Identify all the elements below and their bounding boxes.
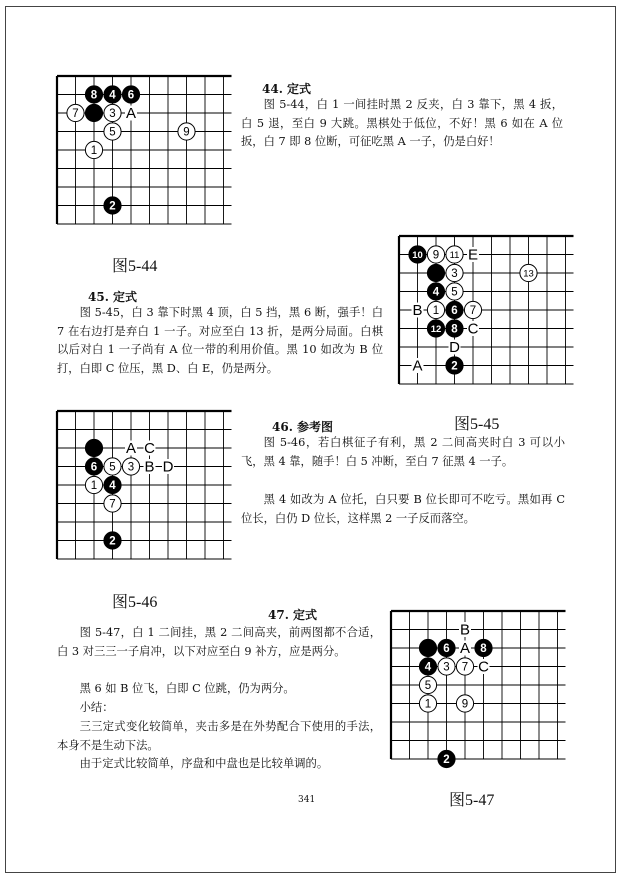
board-letter-mark (125, 105, 137, 122)
black-stone (438, 639, 455, 656)
svg-text:A: A (125, 105, 137, 122)
svg-text:2: 2 (109, 535, 116, 548)
svg-text:8: 8 (480, 643, 487, 656)
white-stone (67, 104, 84, 121)
white-stone (122, 458, 139, 475)
svg-text:E: E (467, 246, 479, 264)
svg-text:3: 3 (127, 461, 135, 474)
board-letter-mark (467, 247, 479, 264)
svg-text:8: 8 (451, 323, 458, 336)
section-paragraph-47-2: 黑 6 如 B 位飞，白即 C 位跳，仍为两分。 (79, 682, 295, 695)
svg-text:C: C (478, 658, 489, 676)
svg-text:9: 9 (183, 126, 190, 139)
white-stone (456, 658, 473, 675)
svg-text:8: 8 (90, 89, 98, 102)
svg-text:5: 5 (451, 286, 458, 299)
black-stone (104, 197, 121, 214)
white-stone (446, 264, 463, 281)
white-stone (178, 123, 195, 140)
white-stone (419, 695, 436, 712)
svg-text:6: 6 (127, 89, 135, 102)
svg-text:1: 1 (432, 305, 440, 318)
black-stone (85, 458, 102, 475)
section-paragraph-47-4: 三三定式变化较简单，夹击多是在外势配合下使用的手法，本身不是生动下法。 (57, 720, 381, 752)
svg-text:6: 6 (443, 643, 450, 656)
black-stone (85, 439, 102, 456)
svg-text:3: 3 (443, 661, 450, 674)
board-letter-mark (412, 302, 424, 319)
section-heading-45: 45. 定式 (88, 290, 138, 304)
white-stone (427, 246, 444, 263)
svg-text:C: C (144, 440, 155, 457)
svg-text:3: 3 (109, 108, 116, 121)
black-stone (122, 86, 139, 103)
svg-text:4: 4 (424, 661, 432, 674)
svg-text:11: 11 (449, 249, 460, 261)
black-stone (409, 246, 426, 263)
svg-text:7: 7 (461, 661, 469, 674)
black-stone (104, 476, 121, 493)
black-stone (104, 532, 121, 549)
black-stone (419, 639, 436, 656)
section-paragraph-47-3: 小结： (79, 701, 114, 714)
svg-text:A: A (412, 357, 423, 375)
section-paragraph-45: 图 5-45，白 3 靠下时黑 4 顶，白 5 挡，黑 6 断，强手！白 7 在右边打是弃白 1 一子。对应至白 13 折，是两分局面。白棋以后对白 1 一子尚有 A 位一带的利用价值。黑 10 如改为 B 位打，白即 C 位压，黑 D、白 E，仍是两分。 (57, 306, 383, 375)
svg-text:4: 4 (432, 286, 440, 299)
section-paragraph-47-1: 图 5-47，白 1 二间挂，黑 2 二间高夹，前两图都不合适，白 3 对三三一子肩冲，以下对应至白 9 补方，应是两分。 (57, 626, 381, 658)
board-letter-mark (125, 440, 137, 457)
svg-text:10: 10 (412, 249, 423, 261)
svg-text:5: 5 (109, 126, 116, 139)
figure-caption-5-45: 图5-45 (454, 416, 500, 433)
svg-text:5: 5 (424, 680, 432, 693)
svg-text:2: 2 (451, 360, 458, 373)
white-stone (419, 676, 436, 693)
white-stone (456, 695, 473, 712)
svg-text:A: A (125, 440, 137, 457)
svg-text:B: B (412, 302, 423, 319)
svg-text:7: 7 (469, 305, 477, 318)
svg-text:13: 13 (523, 268, 534, 280)
section-heading-46: 46. 参考图 (272, 420, 334, 434)
board-letter-mark (459, 622, 471, 639)
black-stone (475, 639, 492, 656)
svg-text:1: 1 (424, 698, 432, 711)
section-paragraph-46-1: 图 5-46，若白棋征子有利，黑 2 二间高夹时白 3 可以小飞，黑 4 靠，随手！白 5 冲断，至白 7 征黑 4 一子。 (241, 436, 565, 468)
white-stone (104, 458, 121, 475)
svg-text:C: C (467, 320, 479, 338)
svg-text:6: 6 (451, 305, 458, 318)
section-paragraph-47-5: 由于定式比较简单，序盘和中盘也是比较单调的。 (79, 757, 329, 770)
section-paragraph-44: 图 5-44，白 1 一间挂时黑 2 反夹，白 3 靠下，黑 4 扳，白 5 退，至白 9 大跳。黑棋处于低位，不好！黑 6 如在 A 位扳，白 7 即 8 位断，可征吃黑 A 一子，仍是白好！ (241, 98, 563, 149)
black-stone (438, 750, 455, 767)
board-letter-mark (144, 440, 156, 457)
figure-caption-5-44: 图5-44 (112, 258, 158, 275)
white-stone (464, 301, 481, 318)
svg-text:6: 6 (90, 461, 98, 474)
white-stone (85, 476, 102, 493)
svg-text:5: 5 (109, 461, 116, 474)
svg-text:9: 9 (461, 698, 469, 711)
svg-text:1: 1 (90, 480, 98, 493)
page-number: 341 (298, 795, 316, 805)
svg-text:2: 2 (443, 754, 450, 767)
board-letter-mark (467, 321, 479, 338)
section-paragraph-46-2: 黑 4 如改为 A 位托，白只要 B 位长即可不吃亏。黑如再 C 位长，白仍 D 位长，这样黑 2 一子反而落空。 (241, 493, 565, 525)
board-letter-mark (162, 459, 174, 476)
board-letter-mark (449, 339, 461, 356)
svg-text:D: D (449, 339, 460, 356)
svg-text:A: A (459, 640, 471, 657)
svg-text:B: B (459, 621, 471, 639)
white-stone (104, 495, 121, 512)
board-letter-mark (459, 640, 471, 657)
white-stone (446, 246, 463, 263)
svg-text:7: 7 (109, 498, 116, 511)
black-stone (85, 104, 102, 121)
svg-text:7: 7 (72, 108, 79, 121)
black-stone (85, 86, 102, 103)
section-heading-44: 44. 定式 (262, 82, 312, 96)
svg-text:B: B (144, 458, 155, 476)
go-diagram-5-45 (397, 234, 577, 408)
svg-text:3: 3 (451, 268, 458, 281)
white-stone (438, 658, 455, 675)
white-stone (427, 301, 444, 318)
board-letter-mark (144, 459, 156, 476)
go-diagram-5-44 (55, 74, 235, 248)
black-stone (446, 301, 463, 318)
black-stone (104, 86, 121, 103)
white-stone (85, 141, 102, 158)
svg-text:9: 9 (432, 249, 440, 262)
black-stone (427, 283, 444, 300)
board-letter-mark (478, 659, 490, 676)
go-diagram-5-47 (389, 609, 569, 783)
board-letter-mark (412, 358, 424, 375)
go-diagram-5-46 (55, 409, 235, 583)
white-stone (446, 283, 463, 300)
white-stone (520, 264, 537, 281)
svg-text:12: 12 (430, 323, 442, 335)
svg-text:1: 1 (90, 145, 98, 158)
svg-text:4: 4 (109, 89, 116, 102)
figure-caption-5-47: 图5-47 (449, 792, 495, 809)
figure-caption-5-46: 图5-46 (112, 594, 158, 611)
white-stone (104, 104, 121, 121)
black-stone (427, 320, 444, 337)
section-heading-47: 47. 定式 (268, 608, 318, 622)
black-stone (446, 357, 463, 374)
black-stone (446, 320, 463, 337)
white-stone (104, 123, 121, 140)
svg-text:D: D (162, 458, 174, 476)
black-stone (427, 264, 444, 281)
black-stone (419, 658, 436, 675)
svg-text:4: 4 (109, 480, 116, 493)
svg-text:2: 2 (109, 200, 116, 213)
